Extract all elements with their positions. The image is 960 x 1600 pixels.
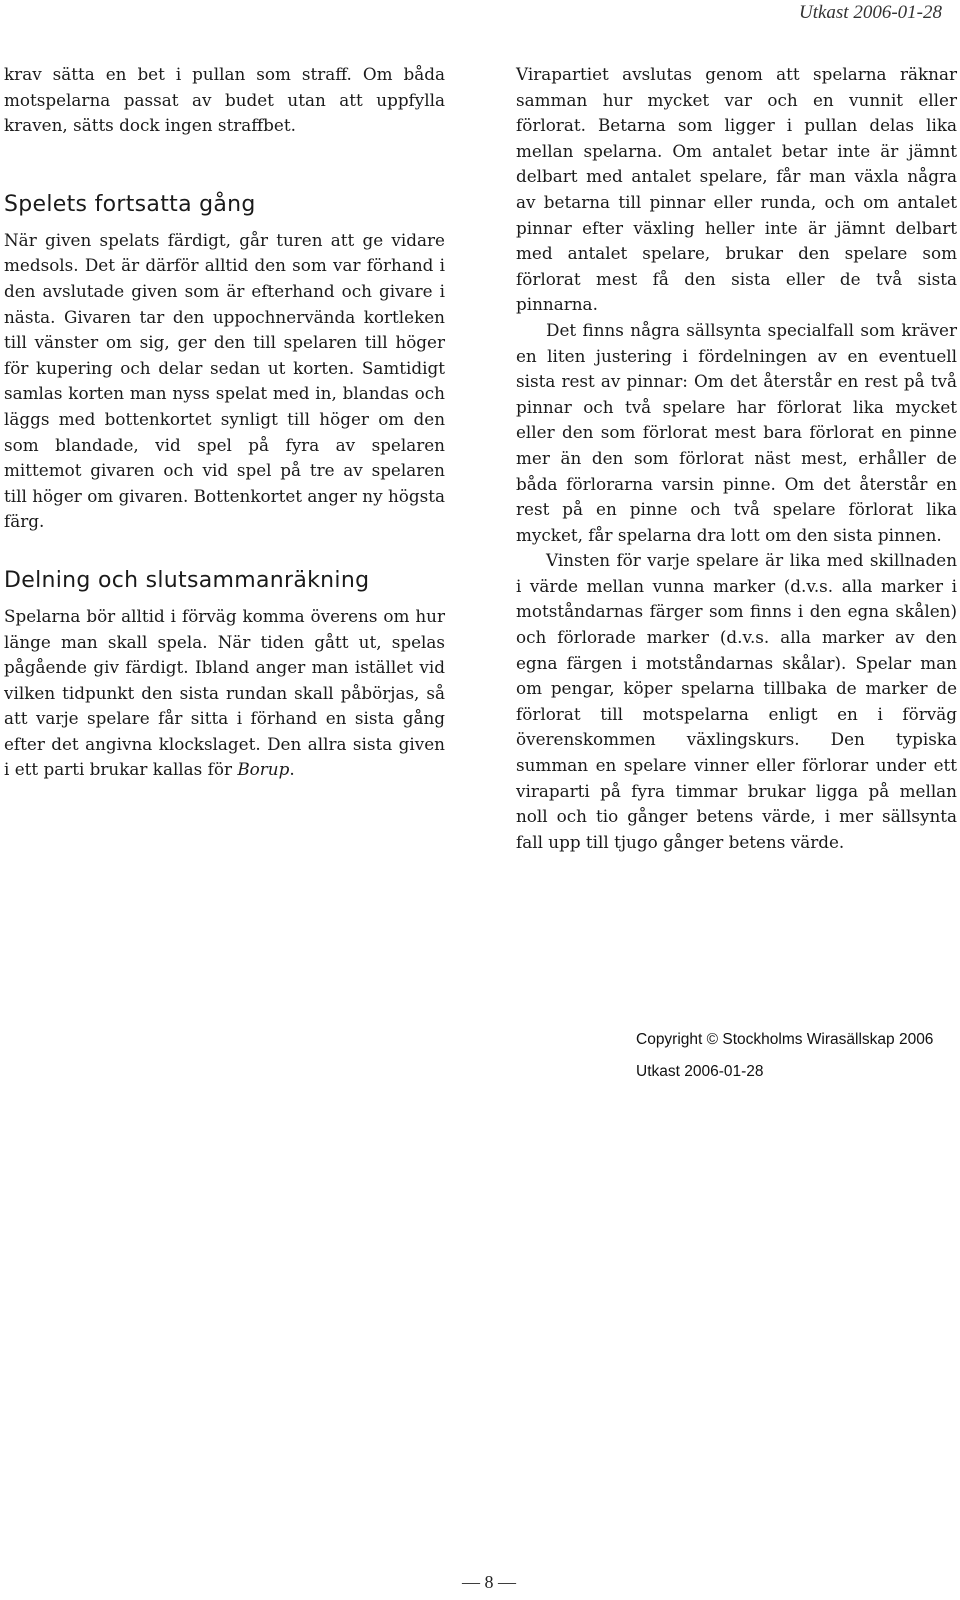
copyright-block [636, 1024, 933, 1088]
section-heading-dealing: Delning och slutsammanräkning [4, 567, 370, 593]
special-cases-paragraph: Det finns några sällsynta specialfall som kräver en liten justering i fördelningen av en eventuell sista rest av pinnar: Om det återstår en rest på två pinnar och två spelare har förlorat lika mycket eller den som förlorat mest bara förlorat en pinne mer än den som förlorat näst mest, erhåller de båda förlorarna varsin pinne. Om det återstår en rest på en pinne och två spelare förlorat lika mycket, får spelarna dra lott om den sista pinnen. [516, 319, 957, 545]
page-number: — 8 — [462, 1572, 516, 1592]
dealing-text: Spelarna bör alltid i förväg komma överens om hur länge man skall spela. När tiden gått ut, spelas pågående giv färdigt. Ibland anger man istället vid vilken tidpunkt den sista rundan skall påbörjas, så att varje spelare får sitta i förhand en sista gång efter det angivna klockslaget. Den allra sista given i ett parti brukar kallas för [4, 605, 445, 780]
copyright-notice: Copyright © Stockholms Wirasällskap 2006 [636, 1031, 934, 1048]
dealing-text-end: . [289, 759, 295, 780]
winnings-paragraph: Vinsten för varje spelare är lika med skillnaden i värde mellan vunna marker (d.v.s. alla marker i motståndarnas färger som finns i den egna skålen) och förlorade marker (d.v.s. alla marker av den egna färgen i motståndarnas skålar). Spelar man om pengar, köper spelarna tillbaka de marker de förlorat till motspelarna enligt en i förväg överenskommen växlingskurs. Den typiska summan en spelare vinner eller förlorar under ett viraparti på fyra timmar brukar ligga på mellan noll och tio gånger betens värde, i mer sällsynta fall upp till tjugo gånger betens värde. [516, 550, 957, 852]
right-column [516, 62, 957, 855]
section-heading-continuation: Spelets fortsatta gång [4, 191, 256, 217]
settlement-paragraph: Virapartiet avslutas genom att spelarna räknar samman hur mycket var och en vunnit eller förlorat. Betarna som ligger i pullan delas lika mellan spelarna. Om antalet betar inte är jämnt delbart med antalet spelare, får man växla några av betarna till pinnar eller runda, och om antalet pinnar efter växling heller inte är jämnt delbart med antalet spelare, brukar den spelare som förlorat mest få den sista eller de två sista pinnarna. [516, 64, 957, 315]
continuation-paragraph: När given spelats färdigt, går turen att ge vidare medsols. Det är därför alltid den som var förhand i den avslutade given som är efterhand och givare i nästa. Givaren tar den uppochnervända kortleken till vänster om sig, ger den till spelaren till höger för kupering och delar sedan ut korten. Samtidigt samlas korten man nyss spelat med in, blandas och läggs med bottenkortet synligt till höger om den som blandade, vid spel på fyra av spelaren mittemot givaren och vid spel på tre av spelaren till höger om givaren. Bottenkortet anger ny högsta färg. [4, 229, 445, 532]
dealing-paragraph [4, 604, 445, 783]
intro-paragraph: krav sätta en bet i pullan som straff. Om båda motspelarna passat av budet utan att uppfylla kraven, sätts dock ingen straffbet. [4, 64, 445, 136]
borup-term: Borup [237, 759, 290, 780]
draft-date: Utkast 2006-01-28 [636, 1063, 764, 1080]
left-column [4, 62, 445, 783]
running-head: Utkast 2006-01-28 [798, 2, 942, 23]
